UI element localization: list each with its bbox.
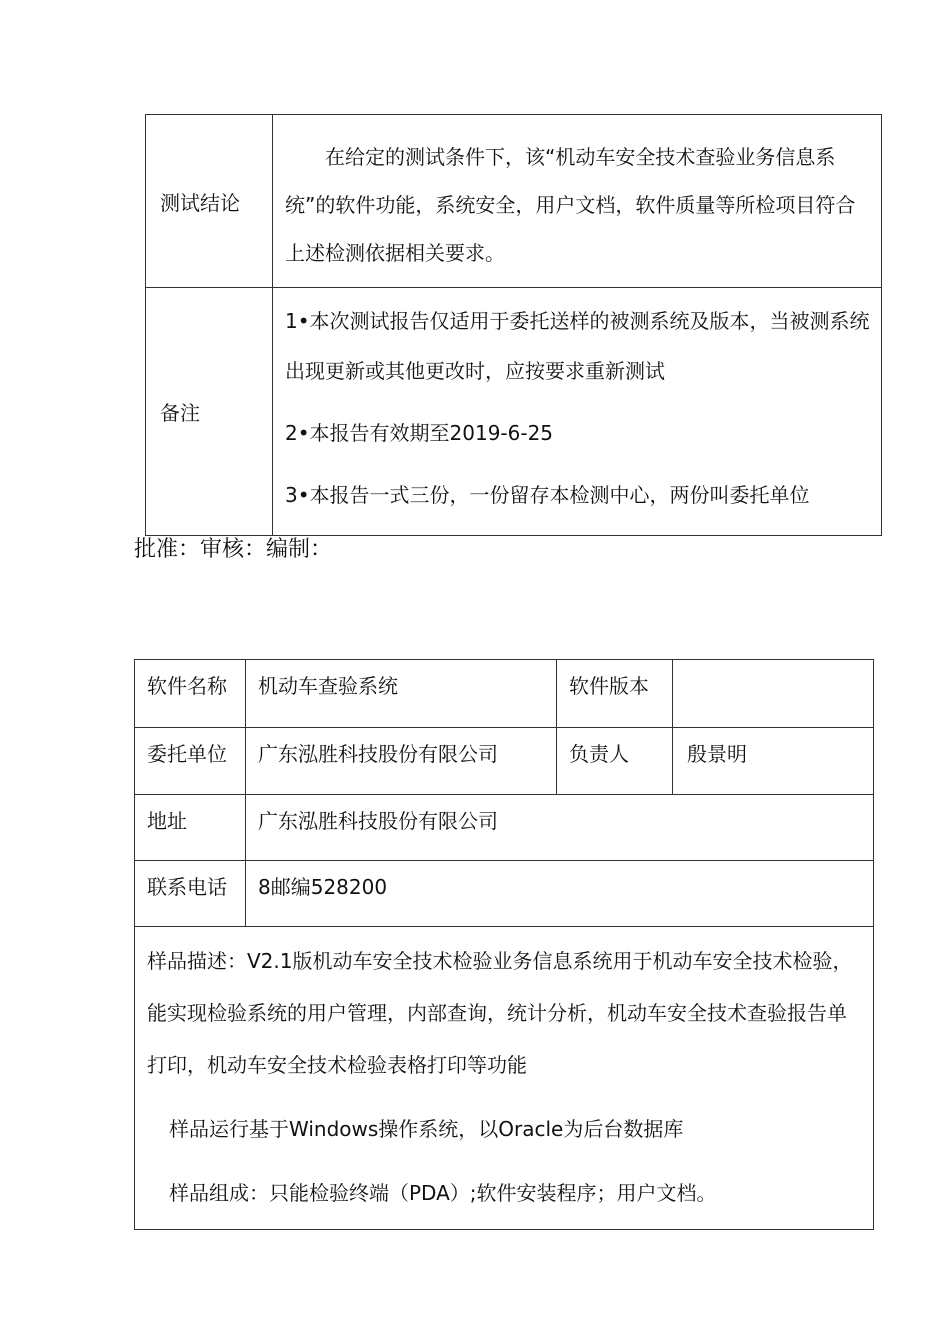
sample-runtime: 样品运行基于Windows操作系统，以Oracle为后台数据库 [169, 1117, 684, 1141]
phone-value: 8邮编528200 [246, 861, 874, 927]
software-version-value [673, 660, 874, 728]
address-value: 广东泓胜科技股份有限公司 [246, 795, 874, 861]
sample-composition: 样品组成：只能检验终端（PDA）;软件安装程序；用户文档。 [169, 1181, 717, 1205]
remark-item-3: 3•本报告一式三份，一份留存本检测中心，两份叫委托单位 [285, 483, 810, 507]
software-version-label: 软件版本 [557, 660, 673, 728]
address-label: 地址 [135, 795, 246, 861]
software-info-table [134, 659, 874, 1230]
signoff-line: 批准：审核：编制： [134, 537, 333, 562]
software-name-value: 机动车查验系统 [246, 660, 557, 728]
remark-item-1: 1•本次测试报告仅适用于委托送样的被测系统及版本，当被测系统出现更新或其他更改时，应按要求重新测试 [285, 309, 870, 383]
conclusion-label: 测试结论 [146, 115, 273, 288]
remark-item-2: 2•本报告有效期至2019-6-25 [285, 421, 554, 445]
sample-description-cell [135, 927, 874, 1230]
test-result-table [145, 114, 882, 536]
client-value: 广东泓胜科技股份有限公司 [246, 728, 557, 795]
client-label: 委托单位 [135, 728, 246, 795]
remarks-cell [273, 288, 882, 536]
phone-label: 联系电话 [135, 861, 246, 927]
sample-description: 样品描述：V2.1版机动车安全技术检验业务信息系统用于机动车安全技术检验，能实现检验系统的用户管理，内部查询，统计分析，机动车安全技术查验报告单打印，机动车安全技术检验表格打印等功能 [147, 949, 853, 1077]
software-name-label: 软件名称 [135, 660, 246, 728]
person-value: 殷景明 [673, 728, 874, 795]
conclusion-cell [273, 115, 882, 288]
person-label: 负责人 [557, 728, 673, 795]
conclusion-text: 在给定的测试条件下，该“机动车安全技术查验业务信息系统”的软件功能，系统安全，用户文档，软件质量等所检项目符合上述检测依据相关要求。 [285, 145, 856, 265]
remarks-label: 备注 [146, 288, 273, 536]
